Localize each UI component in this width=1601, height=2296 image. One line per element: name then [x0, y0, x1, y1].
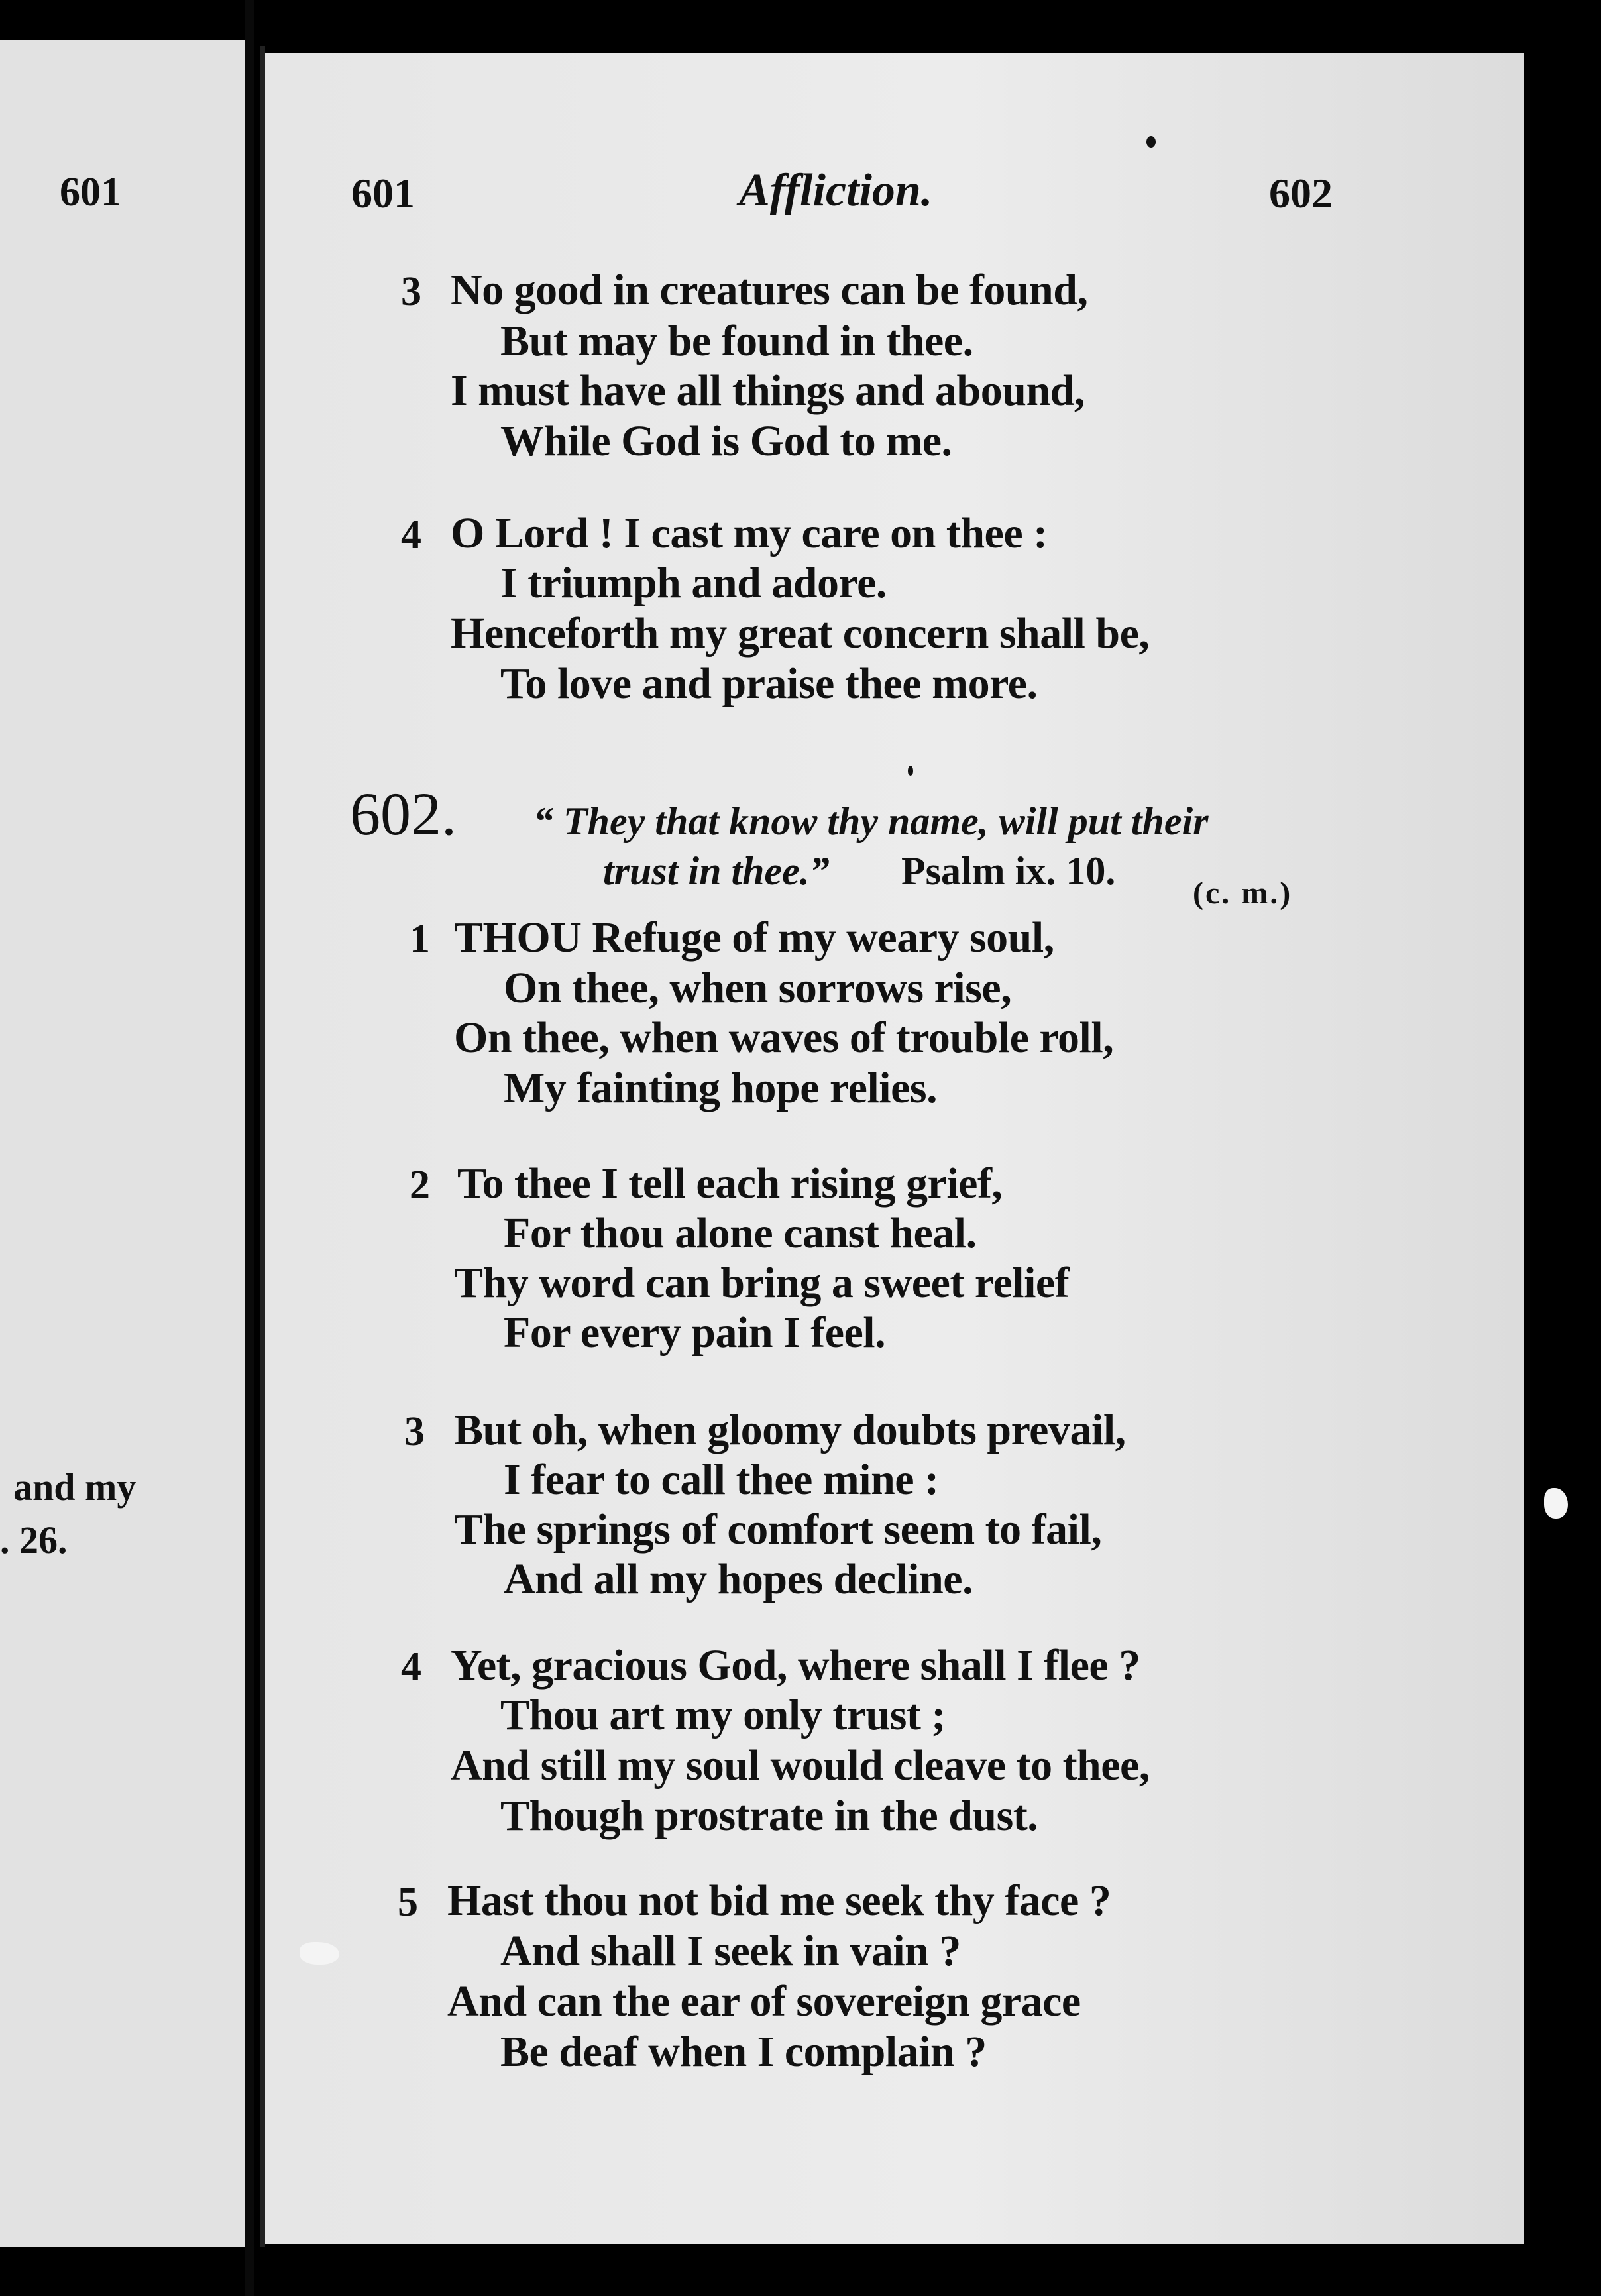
meter: (c. m.): [1193, 876, 1293, 911]
header-hymn-number-right: 602: [1269, 170, 1333, 217]
gutter: [245, 0, 254, 2296]
verse-line: While God is God to me.: [500, 417, 952, 465]
verse-number: 2: [410, 1163, 430, 1208]
left-page-fragment: . 26.: [0, 1519, 68, 1562]
verse-line: Thou art my only trust ;: [500, 1691, 946, 1739]
verse-line: And shall I seek in vain ?: [500, 1927, 961, 1975]
page: [265, 53, 1524, 2244]
verse-line: Hast thou not bid me seek thy face ?: [447, 1876, 1111, 1925]
verse-line: For thou alone canst heal.: [504, 1209, 977, 1257]
hymn-number: 602.: [350, 780, 457, 848]
paper-flaw: [1544, 1488, 1568, 1519]
verse-line: But oh, when gloomy doubts prevail,: [454, 1406, 1126, 1454]
epigraph-line: trust in thee.”: [603, 849, 830, 893]
header-hymn-number-left: 601: [351, 170, 415, 217]
verse-number: 1: [410, 917, 430, 962]
verse-line: To thee I tell each rising grief,: [457, 1159, 1003, 1208]
verse-line: On thee, when waves of trouble roll,: [454, 1013, 1114, 1062]
verse-number: 4: [401, 1644, 421, 1690]
verse-line: THOU Refuge of my weary soul,: [454, 913, 1054, 962]
verse-line: And can the ear of sovereign grace: [447, 1977, 1081, 2026]
verse-line: Henceforth my great concern shall be,: [451, 609, 1150, 658]
verse-number: 3: [404, 1409, 425, 1454]
epigraph-line: “ They that know thy name, will put their: [533, 799, 1209, 843]
verse-number: 5: [398, 1880, 418, 1925]
verse-line: Though prostrate in the dust.: [500, 1792, 1038, 1840]
verse-line: And all my hopes decline.: [504, 1555, 973, 1603]
verse-line: To love and praise thee more.: [500, 660, 1038, 708]
verse-line: For every pain I feel.: [504, 1308, 886, 1357]
page-edge: [1524, 53, 1601, 2296]
verse-line: No good in creatures can be found,: [451, 266, 1088, 314]
left-page-fragment: and my: [13, 1465, 137, 1509]
verse-line: Be deaf when I complain ?: [500, 2028, 987, 2076]
verse-line: I must have all things and abound,: [451, 367, 1085, 415]
page-title: Affliction.: [739, 165, 933, 216]
verse-line: And still my soul would cleave to thee,: [451, 1741, 1150, 1790]
left-page: [0, 40, 245, 2247]
gutter-rule: [260, 46, 265, 2247]
verse-line: On thee, when sorrows rise,: [504, 964, 1012, 1012]
ink-speck: [1146, 136, 1156, 148]
verse-line: But may be found in thee.: [500, 317, 973, 365]
paper-flaw: [300, 1942, 339, 1965]
left-page-number: 601: [60, 170, 121, 215]
scripture-reference: Psalm ix. 10.: [901, 849, 1116, 893]
verse-line: Thy word can bring a sweet relief: [454, 1259, 1070, 1307]
verse-line: I triumph and adore.: [500, 559, 887, 607]
ink-speck: [908, 766, 913, 776]
verse-line: Yet, gracious God, where shall I flee ?: [451, 1641, 1140, 1690]
verse-number: 4: [401, 512, 421, 557]
verse-line: The springs of comfort seem to fail,: [454, 1505, 1102, 1554]
verse-line: I fear to call thee mine :: [504, 1456, 939, 1504]
verse-line: O Lord ! I cast my care on thee :: [451, 509, 1048, 557]
verse-line: My fainting hope relies.: [504, 1064, 938, 1112]
verse-number: 3: [401, 269, 421, 314]
